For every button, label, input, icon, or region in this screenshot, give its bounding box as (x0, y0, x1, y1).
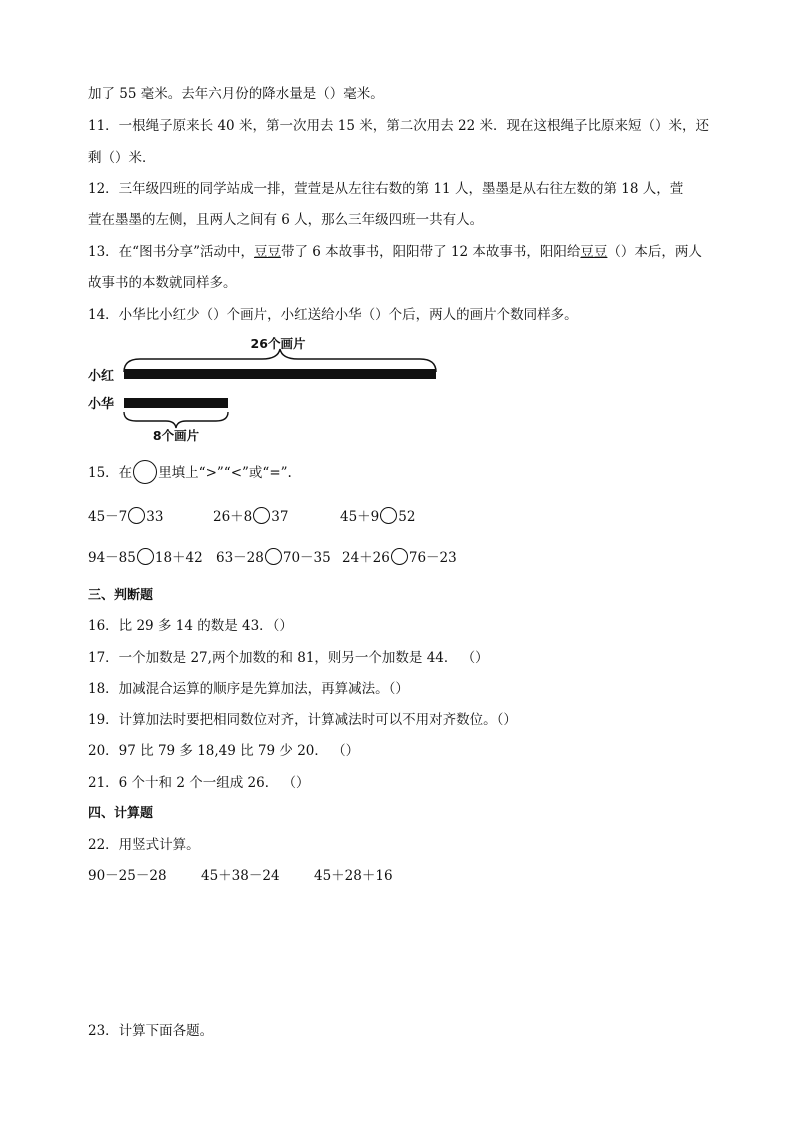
question-23: 23．计算下面各题。 (88, 1023, 214, 1039)
question-15-prefix: 15．在 (88, 465, 133, 481)
question-22: 22．用竖式计算。 (88, 837, 200, 853)
question-15-suffix: 里填上“>”“<”或“=”. (158, 465, 292, 481)
compare-item-5 (216, 546, 331, 566)
compare-item-1 (88, 505, 163, 525)
section-3-title: 三、判断题 (88, 588, 154, 603)
calc-item-2: 45＋38－24 (201, 868, 280, 884)
bottom-brace (124, 412, 228, 428)
segment-diagram (80, 328, 460, 444)
compare-left: 24＋26 (342, 550, 390, 566)
compare-right: 70－35 (282, 550, 331, 566)
compare-left: 45＋9 (340, 509, 380, 525)
question-10-tail: 加了 55 毫米。去年六月份的降水量是（）毫米。 (88, 86, 384, 102)
question-11-line1: 11．一根绳子原来长 40 米，第一次用去 15 米，第二次用去 22 米．现在这根绳子比原来短（）米，还 (88, 118, 709, 134)
compare-item-2 (213, 505, 288, 525)
diagram-row1-label: 小红 (88, 369, 115, 384)
question-19: 19．计算加法时要把相同数位对齐，计算减法时可以不用对齐数位。（） (88, 712, 517, 728)
question-13-text-c: （）本后，两人 (607, 244, 702, 260)
question-12-line2: 萱在墨墨的左侧，且两人之间有 6 人，那么三年级四班一共有人。 (88, 212, 484, 228)
question-17: 17．一个加数是 27,两个加数的和 81，则另一个加数是 44． （） (88, 650, 489, 666)
question-13-name-doudou-2: 豆豆 (580, 244, 608, 260)
top-brace (124, 349, 436, 372)
compare-circle[interactable] (253, 507, 270, 524)
xiaohua-bar (124, 398, 228, 408)
compare-left: 63－28 (216, 550, 264, 566)
question-14-text: 14．小华比小红少（）个画片，小红送给小华（）个后，两人的画片个数同样多。 (88, 307, 578, 323)
compare-item-3 (340, 505, 415, 525)
compare-right: 37 (271, 509, 289, 525)
calc-item-3: 45＋28＋16 (314, 868, 393, 884)
compare-item-4 (88, 546, 203, 566)
question-20: 20．97 比 79 多 18,49 比 79 少 20． （） (88, 743, 360, 759)
question-13-name-doudou: 豆豆 (253, 244, 281, 260)
compare-circle[interactable] (380, 507, 397, 524)
section-4-title: 四、计算题 (88, 806, 154, 821)
diagram-bottom-label: 8个画片 (152, 428, 200, 443)
compare-circle[interactable] (265, 548, 282, 565)
question-13-line1 (88, 240, 702, 260)
answer-circle-icon (133, 460, 157, 484)
diagram-row2-label: 小华 (88, 397, 115, 412)
question-16: 16．比 29 多 14 的数是 43．（） (88, 618, 293, 634)
question-11-line2: 剩（）米． (88, 150, 156, 166)
compare-circle[interactable] (391, 548, 408, 565)
compare-circle[interactable] (137, 548, 154, 565)
compare-right: 33 (146, 509, 164, 525)
xiaohong-bar (124, 369, 436, 379)
question-13-text-b: 带了 6 本故事书，阳阳带了 12 本故事书，阳阳给 (280, 244, 581, 260)
compare-right: 18＋42 (154, 550, 203, 566)
calc-item-1: 90－25－28 (88, 868, 167, 884)
diagram-top-label: 26个画片 (250, 336, 306, 351)
compare-right: 52 (398, 509, 416, 525)
compare-item-6 (342, 546, 457, 566)
question-13-text-a: 13．在“图书分享”活动中， (88, 244, 254, 260)
compare-left: 94－85 (88, 550, 136, 566)
question-13-line2: 故事书的本数就同样多。 (88, 275, 237, 291)
question-18: 18．加减混合运算的顺序是先算加法，再算减法。（） (88, 681, 409, 697)
compare-left: 45－7 (88, 509, 128, 525)
compare-right: 76－23 (408, 550, 457, 566)
compare-left: 26＋8 (213, 509, 253, 525)
compare-circle[interactable] (128, 507, 145, 524)
question-15-instruction (88, 460, 292, 484)
question-21: 21．6 个十和 2 个一组成 26． （） (88, 775, 310, 791)
question-12-line1: 12．三年级四班的同学站成一排，萱萱是从左往右数的第 11 人，墨墨是从右往左数的第 18 人，萱 (88, 181, 684, 197)
